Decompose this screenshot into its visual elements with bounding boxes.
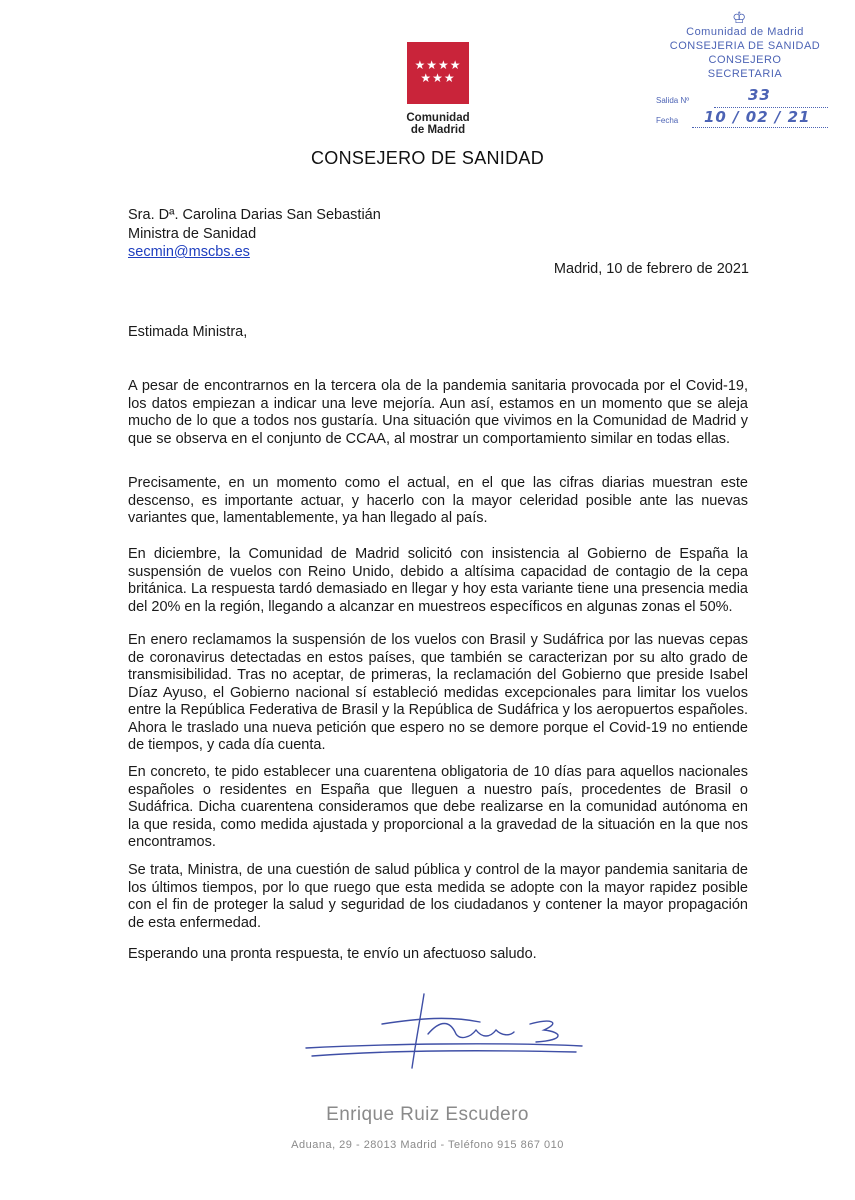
logo-stars-row-1: ★★★★	[414, 58, 462, 72]
paragraph-6: Se trata, Ministra, de una cuestión de salud pública y control de la mayor pandemia sanitaria de los últimos tiempos, por lo que ruego que esta medida se adopte con la mayor rapidez posible con el fin de proteger la salud y seguridad de los ciudadanos y contener la mayor propagación de esta enfermedad.	[128, 862, 748, 931]
paragraph-2: Precisamente, en un momento como el actual, en el que las cifras diarias muestran este descenso, es importante actuar, y hacerlo con la mayor celeridad posible ante las nuevas variantes que, lamentablemente, ya han llegado al país.	[128, 475, 748, 526]
paragraph-5: En concreto, te pido establecer una cuarentena obligatoria de 10 días para aquellos nacionales españoles o residentes en España que lleguen a nuestro país, procedentes de Brasil o Sudáfrica. Dicha cuarentena consideramos que debe realizarse en la comunidad autónoma en la que resida, como medida ajustada y proporcional a la gravedad de la situación en la que nos encontramos.	[128, 764, 748, 850]
stamp-line-4: SECRETARIA	[707, 68, 783, 80]
handwritten-signature	[300, 990, 590, 1080]
logo-stars-row-2: ★★★	[420, 71, 456, 85]
office-title: CONSEJERO DE SANIDAD	[310, 148, 545, 168]
stamp-line-3: CONSEJERO	[708, 54, 782, 66]
stamp-number-label: Salida Nº	[656, 96, 690, 105]
stamp-line-2: CONSEJERIA DE SANIDAD	[669, 40, 821, 52]
paragraph-4: En enero reclamamos la suspensión de los vuelos con Brasil y Sudáfrica por las nuevas cepas de coronavirus detectadas en estos países, que también se caracterizan por su alto grado de transmisibilidad. Tras no aceptar, de primeras, la reclamación del Gobierno que preside Isabel Díaz Ayuso, el Gobierno nacional sí estableció medidas excepcionales para limitar los vuelos entre la República Federativa de Brasil y la República de Sudáfrica y los aeropuertos españoles. Ahora le traslado una nueva petición que espero no se demore porque el Covid-19 no entiende de tiempos, y cada día cuenta.	[128, 632, 748, 753]
logo-flag	[407, 42, 469, 104]
stamp-date-line	[692, 126, 828, 128]
recipient-block	[128, 206, 381, 262]
logo-text	[400, 112, 476, 136]
closing-line: Esperando una pronta respuesta, te envío un afectuoso saludo.	[128, 946, 537, 962]
recipient-email-link[interactable]: secmin@mscbs.es	[128, 244, 250, 260]
letter-date: Madrid, 10 de febrero de 2021	[553, 261, 749, 277]
paragraph-3: En diciembre, la Comunidad de Madrid solicitó con insistencia al Gobierno de España la suspensión de vuelos con Reino Unido, debido a altísima capacidad de contagio de la cepa británica. La respuesta tardó demasiado en llegar y hoy esta variante tiene una presencia media del 20% en la región, llegando a alcanzar en muestreos específicos en algunas zonas el 50%.	[128, 546, 748, 615]
logo-name-line-2: de Madrid	[410, 124, 466, 136]
footer-address: Aduana, 29 - 28013 Madrid - Teléfono 915 867 010	[291, 1139, 564, 1151]
stamp-date-label: Fecha	[656, 116, 679, 125]
stamp-number-value: 33	[748, 86, 771, 104]
registry-stamp	[652, 8, 838, 132]
salutation: Estimada Ministra,	[128, 324, 248, 340]
recipient-role: Ministra de Sanidad	[128, 225, 257, 242]
paragraph-1: A pesar de encontrarnos en la tercera ola de la pandemia sanitaria provocada por el Covid-19, los datos empiezan a indicar una leve mejoría. Aun así, estamos en un momento que se aleja mucho de lo que a todos nos gustaría. Una situación que vivimos en la Comunidad de Madrid y que se observa en el conjunto de CCAA, al mostrar un comportamiento similar en todas ellas.	[128, 378, 748, 447]
logo-name-line-1: Comunidad	[406, 112, 470, 124]
stamp-line-1: Comunidad de Madrid	[686, 26, 804, 38]
comunidad-de-madrid-logo	[400, 42, 476, 136]
stamp-date-value: 10 / 02 / 21	[704, 108, 811, 126]
crest-icon: ♔	[732, 10, 747, 27]
recipient-name: Sra. Dª. Carolina Darias San Sebastián	[128, 207, 381, 223]
signer-name: Enrique Ruiz Escudero	[326, 1104, 529, 1125]
